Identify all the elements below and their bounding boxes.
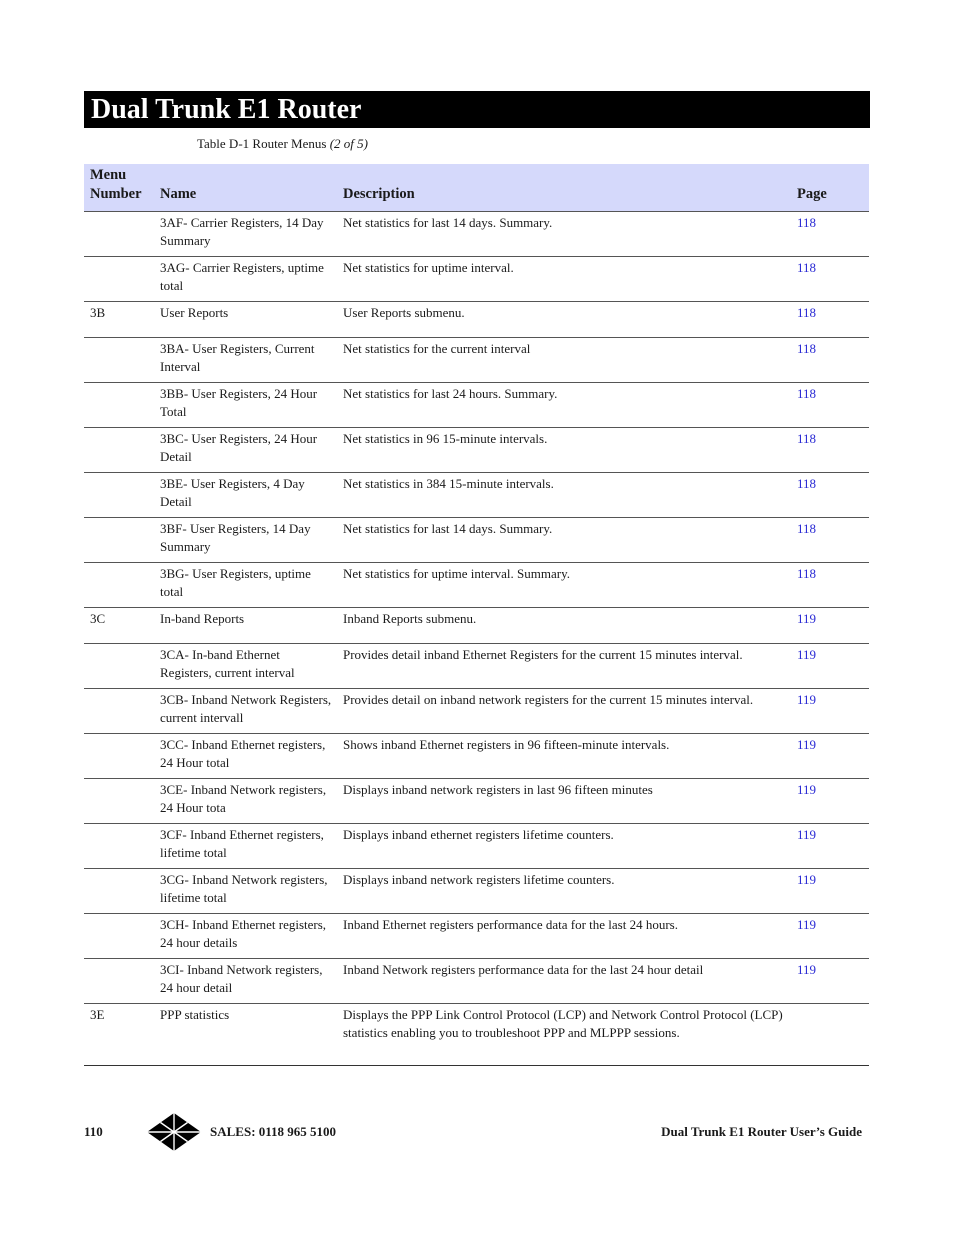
cell-menu-number: 3C	[84, 608, 154, 644]
cell-description: Provides detail on inband network registers for the current 15 minutes interval.	[337, 689, 791, 734]
cell-description: Net statistics for uptime interval.	[337, 257, 791, 302]
cell-menu-number	[84, 734, 154, 779]
cell-menu-number	[84, 473, 154, 518]
cell-description: Displays inband network registers lifetime counters.	[337, 869, 791, 914]
cell-name: 3CC- Inband Ethernet registers, 24 Hour total	[154, 734, 337, 779]
col-header-page: Page	[791, 164, 869, 212]
cell-page[interactable]: 118	[791, 302, 869, 338]
cell-name: 3BG- User Registers, uptime total	[154, 563, 337, 608]
table-header-row	[84, 164, 869, 212]
cell-description: Net statistics for the current interval	[337, 338, 791, 383]
cell-menu-number	[84, 383, 154, 428]
cell-menu-number	[84, 644, 154, 689]
table-row	[84, 473, 869, 518]
cell-description: Displays inband network registers in last 96 fifteen minutes	[337, 779, 791, 824]
cell-page[interactable]: 118	[791, 473, 869, 518]
cell-page[interactable]: 118	[791, 518, 869, 563]
cell-description: Net statistics in 96 15-minute intervals.	[337, 428, 791, 473]
table-row	[84, 608, 869, 644]
cell-name: In-band Reports	[154, 608, 337, 644]
cell-menu-number	[84, 257, 154, 302]
table-caption-part: (2 of 5)	[329, 136, 368, 151]
table-row	[84, 257, 869, 302]
table-row	[84, 644, 869, 689]
table-row	[84, 383, 869, 428]
company-logo	[147, 1113, 201, 1151]
col-header-name: Name	[154, 164, 337, 212]
cell-name: 3BB- User Registers, 24 Hour Total	[154, 383, 337, 428]
cell-menu-number	[84, 779, 154, 824]
table-row	[84, 563, 869, 608]
cell-description: Net statistics for last 14 days. Summary.	[337, 518, 791, 563]
table-row	[84, 914, 869, 959]
cell-menu-number	[84, 428, 154, 473]
table-row	[84, 824, 869, 869]
cell-page[interactable]: 119	[791, 644, 869, 689]
cell-name: 3BA- User Registers, Current Interval	[154, 338, 337, 383]
cell-description: Displays the PPP Link Control Protocol (LCP) and Network Control Protocol (LCP) statistics enabling you to troubleshoot PPP and MLPPP sessions.	[337, 1004, 791, 1066]
col-header-description: Description	[337, 164, 791, 212]
table-row	[84, 869, 869, 914]
cell-name: 3CB- Inband Network Registers, current intervall	[154, 689, 337, 734]
table-row	[84, 959, 869, 1004]
cell-name: 3BF- User Registers, 14 Day Summary	[154, 518, 337, 563]
cell-name: 3CI- Inband Network registers, 24 hour detail	[154, 959, 337, 1004]
cell-name: PPP statistics	[154, 1004, 337, 1066]
cell-page[interactable]: 119	[791, 959, 869, 1004]
cell-page[interactable]: 119	[791, 608, 869, 644]
table-caption-label: Table D-1 Router Menus	[197, 136, 327, 151]
cell-description: Net statistics for uptime interval. Summary.	[337, 563, 791, 608]
cell-menu-number: 3B	[84, 302, 154, 338]
cell-page[interactable]: 119	[791, 734, 869, 779]
cell-menu-number	[84, 212, 154, 257]
cell-menu-number: 3E	[84, 1004, 154, 1066]
cell-page[interactable]: 119	[791, 824, 869, 869]
cell-menu-number	[84, 914, 154, 959]
table-row	[84, 734, 869, 779]
cell-name: 3AG- Carrier Registers, uptime total	[154, 257, 337, 302]
table-row	[84, 428, 869, 473]
cell-name: 3AF- Carrier Registers, 14 Day Summary	[154, 212, 337, 257]
col-header-menu-number: Menu Number	[84, 164, 154, 212]
table-row	[84, 689, 869, 734]
cell-name: 3CH- Inband Ethernet registers, 24 hour details	[154, 914, 337, 959]
cell-menu-number	[84, 338, 154, 383]
cell-page[interactable]: 118	[791, 563, 869, 608]
table-caption	[197, 136, 368, 152]
cell-page[interactable]: 119	[791, 869, 869, 914]
cell-name: 3CA- In-band Ethernet Registers, current interval	[154, 644, 337, 689]
cell-name: 3CG- Inband Network registers, lifetime total	[154, 869, 337, 914]
table-row	[84, 302, 869, 338]
cell-description: User Reports submenu.	[337, 302, 791, 338]
cell-description: Net statistics in 384 15-minute intervals.	[337, 473, 791, 518]
table-body	[84, 212, 869, 1066]
cell-name: 3BE- User Registers, 4 Day Detail	[154, 473, 337, 518]
cell-description: Net statistics for last 24 hours. Summary.	[337, 383, 791, 428]
cell-page[interactable]: 118	[791, 212, 869, 257]
cell-page[interactable]: 118	[791, 428, 869, 473]
cell-page[interactable]: 119	[791, 779, 869, 824]
cell-page[interactable]: 119	[791, 914, 869, 959]
footer-page-number: 110	[84, 1124, 103, 1139]
cell-menu-number	[84, 869, 154, 914]
page-title: Dual Trunk E1 Router	[91, 94, 362, 125]
router-menus-table	[84, 164, 869, 1066]
cell-name: User Reports	[154, 302, 337, 338]
cell-description: Inband Network registers performance data for the last 24 hour detail	[337, 959, 791, 1004]
cell-page[interactable]: 118	[791, 257, 869, 302]
cell-page[interactable]: 118	[791, 338, 869, 383]
cell-description: Displays inband ethernet registers lifetime counters.	[337, 824, 791, 869]
cell-name: 3BC- User Registers, 24 Hour Detail	[154, 428, 337, 473]
page-header-bar	[84, 91, 870, 128]
table-row	[84, 779, 869, 824]
cell-description: Net statistics for last 14 days. Summary.	[337, 212, 791, 257]
cell-menu-number	[84, 518, 154, 563]
footer-sales-phone: SALES: 0118 965 5100	[210, 1124, 337, 1139]
cell-menu-number	[84, 824, 154, 869]
cell-description: Shows inband Ethernet registers in 96 fifteen-minute intervals.	[337, 734, 791, 779]
cell-menu-number	[84, 959, 154, 1004]
cell-menu-number	[84, 563, 154, 608]
cell-page[interactable]: 118	[791, 383, 869, 428]
table-row	[84, 338, 869, 383]
cell-name: 3CE- Inband Network registers, 24 Hour tota	[154, 779, 337, 824]
cell-name: 3CF- Inband Ethernet registers, lifetime total	[154, 824, 337, 869]
cell-description: Provides detail inband Ethernet Registers for the current 15 minutes interval.	[337, 644, 791, 689]
cell-menu-number	[84, 689, 154, 734]
cell-page[interactable]: 119	[791, 689, 869, 734]
cell-page[interactable]	[791, 1004, 869, 1066]
table-row	[84, 212, 869, 257]
table-row	[84, 1004, 869, 1066]
footer-guide-title: Dual Trunk E1 Router User’s Guide	[661, 1124, 862, 1139]
table-row	[84, 518, 869, 563]
cell-description: Inband Reports submenu.	[337, 608, 791, 644]
cell-description: Inband Ethernet registers performance data for the last 24 hours.	[337, 914, 791, 959]
